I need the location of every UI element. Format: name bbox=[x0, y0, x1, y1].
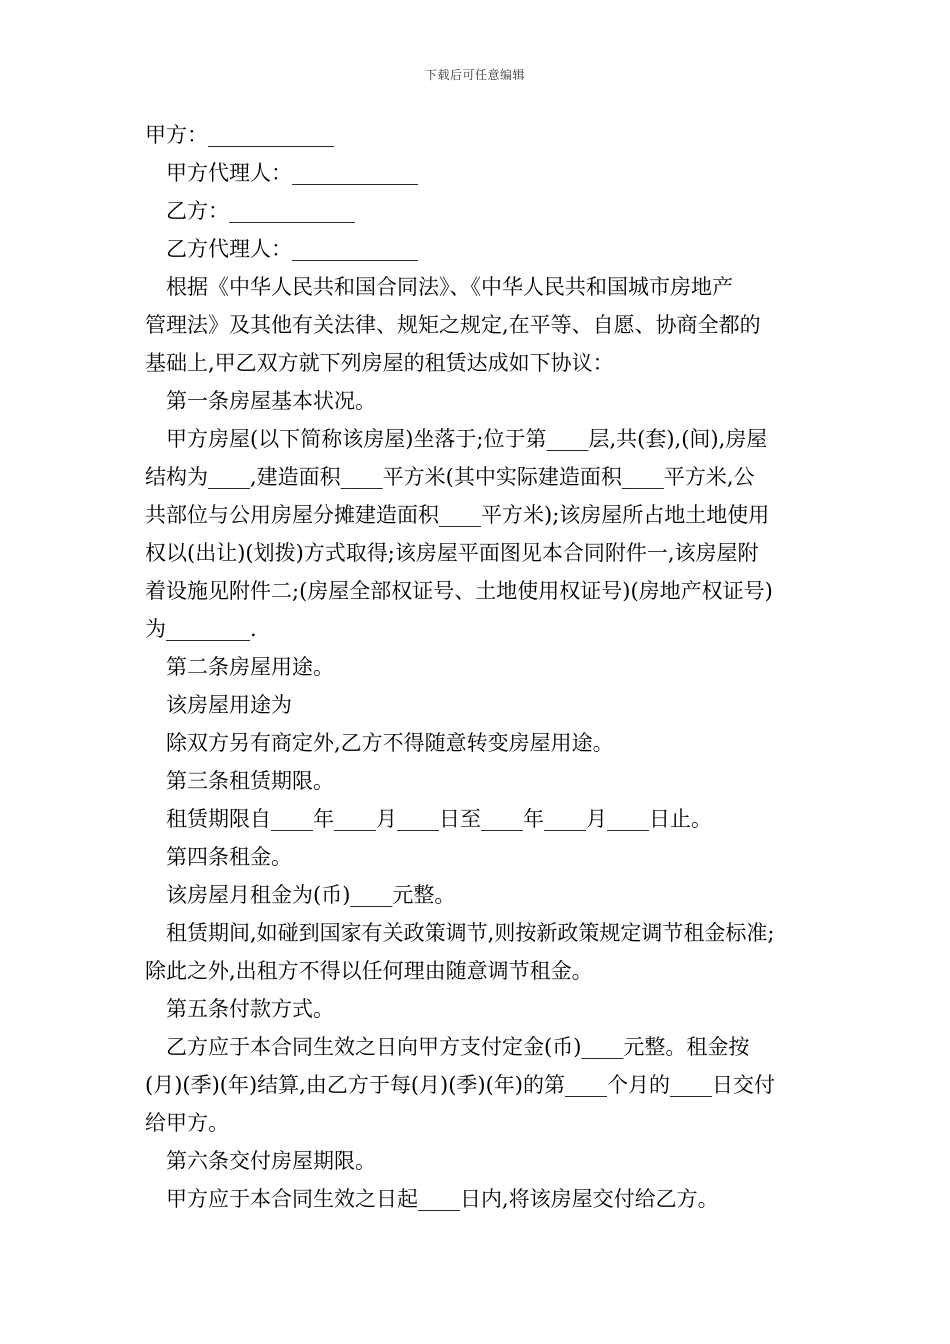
text-line: 共部位与公用房屋分摊建造面积____平方米);该房屋所占地土地使用 bbox=[145, 503, 770, 527]
text-line: 第三条租赁期限。 bbox=[166, 769, 334, 793]
text-line: 根据《中华人民共和国合同法》、《中华人民共和国城市房地产 bbox=[166, 275, 733, 299]
text-line: 第四条租金。 bbox=[166, 845, 292, 869]
text-line: 给甲方。 bbox=[145, 1111, 229, 1135]
text-line: 着设施见附件二;(房屋全部权证号、土地使用权证号)(房地产权证号) bbox=[145, 579, 773, 603]
text-line: 甲方：____________ bbox=[145, 123, 334, 147]
text-line: 除双方另有商定外,乙方不得随意转变房屋用途。 bbox=[166, 731, 614, 755]
text-line: 除此之外,出租方不得以任何理由随意调节租金。 bbox=[145, 959, 593, 983]
text-line: 租赁期间,如碰到国家有关政策调节,则按新政策规定调节租金标准; bbox=[166, 921, 775, 945]
text-line: 第一条房屋基本状况。 bbox=[166, 389, 376, 413]
text-line: 为________. bbox=[145, 617, 257, 641]
text-line: 基础上,甲乙双方就下列房屋的租赁达成如下协议： bbox=[145, 351, 614, 375]
contract-body bbox=[145, 116, 815, 1218]
text-line: 乙方应于本合同生效之日向甲方支付定金(币)____元整。租金按 bbox=[166, 1035, 750, 1059]
text-line: 甲方代理人：____________ bbox=[166, 161, 418, 185]
page-header-note: 下载后可任意编辑 bbox=[424, 68, 525, 82]
text-line: 结构为____,建造面积____平方米(其中实际建造面积____平方米,公 bbox=[145, 465, 755, 489]
text-line: 第二条房屋用途。 bbox=[166, 655, 334, 679]
text-line: (月)(季)(年)结算,由乙方于每(月)(季)(年)的第____个月的____日交付 bbox=[145, 1073, 775, 1097]
text-line: 甲方房屋(以下简称该房屋)坐落于;位于第____层,共(套),(间),房屋 bbox=[166, 427, 768, 451]
text-line: 管理法》及其他有关法律、规矩之规定,在平等、自愿、协商全都的 bbox=[145, 313, 761, 337]
text-line: 第六条交付房屋期限。 bbox=[166, 1149, 376, 1173]
text-line: 该房屋用途为 bbox=[166, 693, 292, 717]
text-line: 第五条付款方式。 bbox=[166, 997, 334, 1021]
text-line: 权以(出让)(划拨)方式取得;该房屋平面图见本合同附件一,该房屋附 bbox=[145, 541, 759, 565]
text-line: 租赁期限自____年____月____日至____年____月____日止。 bbox=[166, 807, 712, 831]
text-line: 乙方代理人：____________ bbox=[166, 237, 418, 261]
text-line: 乙方：____________ bbox=[166, 199, 355, 223]
text-line: 甲方应于本合同生效之日起____日内,将该房屋交付给乙方。 bbox=[166, 1187, 719, 1211]
text-line: 该房屋月租金为(币)____元整。 bbox=[166, 883, 456, 907]
